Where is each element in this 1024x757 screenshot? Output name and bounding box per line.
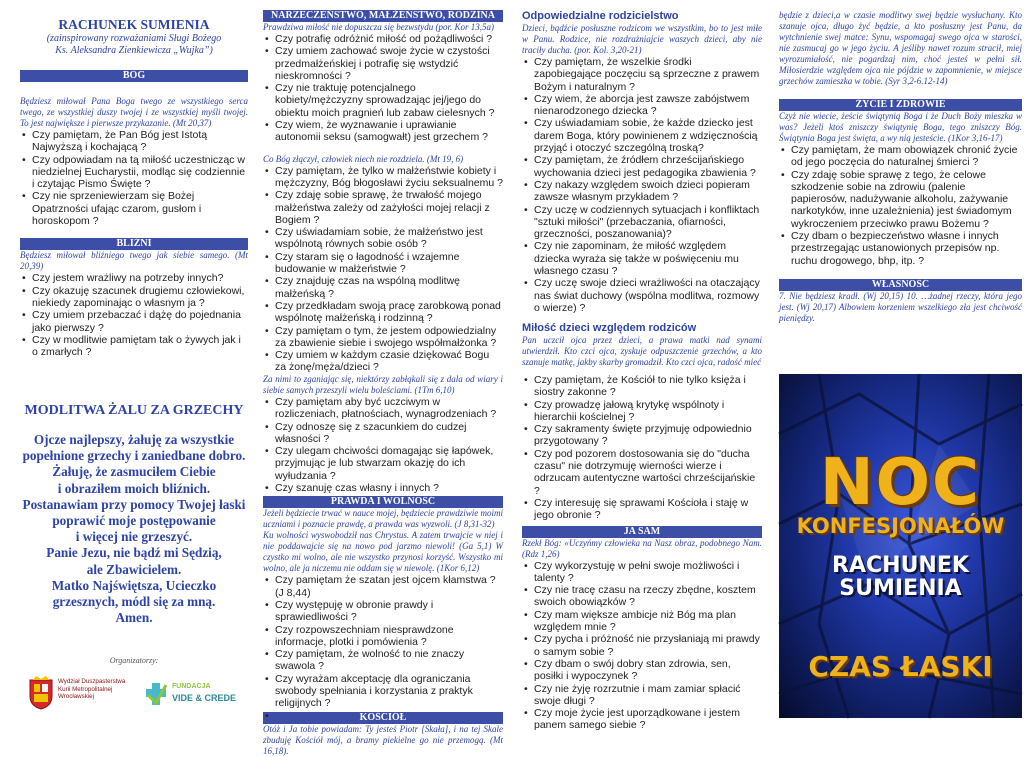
list-item: • Czy moje życie jest uporządkowane i jestem panem samego siebie ?	[522, 707, 762, 732]
panel-2	[263, 10, 503, 756]
list-item: • Czy pod pozorem dostosowania się do "ducha czasu" nie dotrzymuję wierności wierze i odrzucam autentyczne wartości chrześcijańskie ?	[522, 448, 762, 497]
list-item: • Czy pamiętam, że Pan Bóg jest Istotą Najwyższą i kochającą ?	[20, 129, 248, 154]
prayer-line: grzesznych, módl się za mną.	[52, 594, 216, 610]
section-heading-prawda: PRAWDA I WOLNOŚĆ	[263, 496, 503, 508]
cover-image	[779, 374, 1022, 718]
section-heading-zycie: ŻYCIE I ZDROWIE	[779, 99, 1022, 111]
list-item: • Czy wiem, że wyznawanie i uprawianie autonomii seksu (samogwałt) jest grzechem ?	[263, 119, 503, 144]
malzenstwo-list	[263, 165, 503, 374]
prayer-line: i więcej nie grzeszyć.	[75, 529, 193, 545]
bog-list	[20, 129, 248, 227]
logo-kuria	[28, 672, 138, 716]
milosc-dzieci-intro: Pan uczcił ojca przez dzieci, a prawa matki nad synami utwierdził. Kto czci ojca, zyskuje odpuszczenie grzechów, a kto szanuje matkę, jakby skarby gromadził. Kto czci ojca, radość mieć	[522, 335, 762, 368]
rodzicielstwo-list	[522, 56, 762, 314]
cover-title-rachunek: RACHUNEK	[832, 553, 969, 578]
list-item: • Czy interesuję się sprawami Kościoła i staję w jego obronie ?	[522, 497, 762, 522]
prayer-line: popełnione grzechy i zaniedbane dobro.	[22, 448, 246, 464]
ja-sam-list	[522, 560, 762, 732]
list-item: • Czy pamiętam o tym, że jestem odpowiedzialny za zbawienie siebie i swojego współmałżonka ?	[263, 325, 503, 350]
list-item: • Czy pamiętam że szatan jest ojcem kłamstwa ? (J 8,44)	[263, 574, 503, 599]
list-item: • Czy nie zapominam, że miłość względem dziecka wyraża się także w poświęceniu mu własnego czasu ?	[522, 240, 762, 277]
zycie-list	[779, 144, 1022, 267]
list-item: • Czy wyrażam akceptację dla ograniczania swobody spełniania i korzystania z praktyk religijnych ?	[263, 673, 503, 710]
cross-logo-icon	[144, 681, 168, 707]
section-heading-wlasnosc: WŁASNOŚĆ	[779, 279, 1022, 291]
cover-title-noc: NOC	[820, 446, 981, 520]
kosciol-list	[522, 374, 762, 522]
prayer-line: Amen.	[115, 610, 153, 626]
logo-vide-crede-label: FUNDACJA	[172, 683, 211, 690]
rodzicielstwo-heading: Odpowiedzialne rodzicielstwo	[522, 10, 679, 22]
list-item: • Czy pamiętam, że wolność to nie znaczy swawola ?	[263, 648, 503, 673]
wlasnosc-intro: Za nimi to zganiając się, niektórzy zabłąkali się z dala od wiary i siebie samych przeszyli wielu boleściami. (1Tm 6,10)	[263, 374, 503, 395]
prawda-intro-2: Ku wolności wyswobodził nas Chrystus. A zatem trwajcie w niej i nie poddawajcie się na nowo pod jarzmo niewoli! (Ga 5,1) W czystko mi wolno, ale nie wszystko przynosi korzyść. Wszystko mi wolno, ale ja niczemu nie oddam się w niewolę. (1Kor 6,12)	[263, 530, 503, 574]
prayer-text	[20, 432, 248, 626]
list-item: • Czy dbam o bezpieczeństwo własne i innych przestrzegając ustanowionych przepisów np. ruchu drogowego, bhp, itp. ?	[779, 230, 1022, 267]
list-item: • Czy prowadzę jałową krytykę wspólnoty i hierarchii kościelnej ?	[522, 399, 762, 424]
list-item: • Czy znajduję czas na wspólną modlitwę małżeńską ?	[263, 275, 503, 300]
list-item: • Czy umiem zachować swoje życie w czystości przedmałżeńskiej i potrafię się wstydzić nieskromności ?	[263, 45, 503, 82]
rodzina-list	[263, 33, 503, 144]
list-item: • Czy umiem w każdym czasie dziękować Bogu za żonę/męża/dzieci ?	[263, 349, 503, 374]
prayer-line: ale Zbawicielem.	[86, 561, 182, 577]
list-item: • Czy uczę swoje dzieci wrażliwości na otaczający nas świat duchowy (wspólna modlitwa, rozmowy o wierze) ?	[522, 277, 762, 314]
list-item: • Czy wykorzystuję w pełni swoje możliwości i talenty ?	[522, 560, 762, 585]
prayer-line: Panie Jezu, nie bądź mi Sędzią,	[46, 545, 222, 561]
prayer-line: Postanawiam przy pomocy Twojej łaski	[22, 496, 246, 512]
section-heading-ja-sam: JA SAM	[522, 526, 762, 538]
prayer-line: poprawić moje postępowanie	[52, 513, 216, 529]
wlasnosc-list	[263, 396, 503, 494]
list-item: • Czy umiem przebaczać i dążę do pojednania jako pierwszy ?	[20, 309, 248, 334]
zycie-intro: Czyż nie wiecie, żeście świątynią Boga i że Duch Boży mieszka w was? Jeżeli ktoś zniszczy świątynię Boga, tego zniszczy Bóg. Świątynia Boga jest święta, a wy nią jesteście. (1Kor 3,16-17)	[779, 111, 1022, 143]
list-item: • Czy w modlitwie pamiętam tak o żywych jak i o zmarłych ?	[20, 334, 248, 359]
prawda-intro-1: Jeżeli będziecie trwać w nauce mojej, będziecie prawdziwie moimi uczniami i poznacie prawdę, a prawda was wyzwoli. (J 8,31-32)	[263, 508, 503, 530]
list-item: • Czy uczę w codziennych sytuacjach i konfliktach "sztuki miłości" (przebaczania, ofiarności, grzeczności, poszanowania)?	[522, 204, 762, 241]
milosc-dzieci-heading: Miłość dzieci względem rodziców	[522, 322, 697, 335]
list-item: • Czy zdaję sobie sprawę z tego, że celowe szkodzenie sobie na zdrowiu (palenie papierosów, nadużywanie alkoholu, zażywanie narkotyków, inne uzależnienia) jest świadomym wykroczeniem przeciwko prawu Bożemu ?	[779, 169, 1022, 230]
bog-intro: Będziesz miłował Pana Boga twego ze wszystkiego serca twego, ze wszystkiej duszy twojej i ze wszystkiej myśli twojej. To jest największe i pierwsze przykazanie. (Mt 20,37)	[20, 96, 248, 128]
cover-title-czas-laski: CZAS ŁASKI	[808, 650, 993, 683]
list-item: • Czy uświadamiam sobie, że każde dziecko jest darem Boga, który powinienem z wdzięcznością przyjąć i otoczyć szczególną troską?	[522, 117, 762, 154]
list-item: • Czy pamiętam aby być uczciwym w rozliczeniach, płatnościach, wynagrodzeniach ?	[263, 396, 503, 421]
wlasnosc-intro-2: 7. Nie będziesz kradł. (Wj 20,15) 10. …żadnej rzeczy, która jego jest. (Wj 20,17) Albowiem korzeniem wszelkiego zła jest chciwość pieniędzy.	[779, 290, 1022, 323]
prayer-line: Ojcze najlepszy, żałuję za wszystkie	[33, 432, 235, 447]
prayer-title: MODLITWA ŻALU ZA GRZECHY	[24, 403, 244, 418]
prayer-line: Matko Najświętsza, Ucieczko	[51, 577, 217, 593]
list-item: • Czy odnoszę się z szacunkiem do cudzej własności ?	[263, 421, 503, 446]
panel-3	[522, 10, 762, 732]
rodzicielstwo-intro: Dzieci, bądźcie posłuszne rodzicom we wszystkim, bo to jest miłe w Panu. Rodzice, nie rozdrażniajcie waszych dzieci, aby nie traciły ducha. (por. Kol. 3,20-21)	[522, 23, 762, 55]
organizers-label: Organizatorzy:	[109, 656, 159, 665]
list-item: • Czy nakazy względem swoich dzieci popieram zawsze własnym przykładem ?	[522, 179, 762, 204]
list-item: • Czy pamiętam, że mam obowiązek chronić życie od jego poczęcia do naturalnej śmierci ?	[779, 144, 1022, 169]
rodzina-intro: Prawdziwa miłość nie dopuszcza się bezwstydu (por. Kor 13,5a)	[263, 22, 495, 32]
list-item: • Czy uświadamiam sobie, że małżeństwo jest wspólnotą równych sobie osób ?	[263, 226, 503, 251]
list-item: • Czy pamiętam, że tylko w małżeństwie kobiety i mężczyzny, Bóg błogosławi życiu seksualnemu ?	[263, 165, 503, 190]
prayer-line: i obraziłem moich bliźnich.	[57, 480, 211, 496]
milosc-dzieci-intro-cont: będzie z dzieci,a w czasie modlitwy swej będzie wysłuchany. Kto szanuje ojca, długo żyć będzie, a kto posłuszny jest Panu, da wytchnienie swej matce: Synu, wspomagaj swego ojca w starości, nie zasmucaj go w jego życiu. A jeśliby nawet rozum stracił, miej wyrozumiałość, nie pogardzaj nim, choć jesteś w pełni sił. Miłosierdzie względem ojca nie pójdzie w zapomnienie, w miejsce grzechów zamieszka w tobie. (Syr 3,2-6.12-14)	[779, 10, 1022, 86]
coat-of-arms-icon	[28, 676, 54, 710]
list-item: • Czy nie żyję rozrzutnie i mam zamiar spłacić swoje długi ?	[522, 683, 762, 708]
list-item: • Czy okazuję szacunek drugiemu człowiekowi, niekiedy zapominając o własnym ja ?	[20, 285, 248, 310]
list-item: • Czy zdaję sobie sprawę, że trwałość mojego małżeństwa zależy od zażyłości mojej relacji z Bogiem ?	[263, 189, 503, 226]
panel-2-bottom	[263, 374, 503, 757]
panel-4	[779, 10, 1022, 370]
section-heading-bog: BÓG	[20, 70, 248, 82]
list-item: • Czy ulegam chciwości domagając się łapówek, przyjmując je lub stwarzam okazję do ich wyłudzania ?	[263, 445, 503, 482]
list-item: • Czy dbam o swój dobry stan zdrowia, sen, posiłki i wypoczynek ?	[522, 658, 762, 683]
list-item: • Czy odpowiadam na tą miłość uczestnicząc w niedzielnej Eucharystii, modląc się codziennie i czytając Pismo Święte ?	[20, 154, 248, 191]
kosciol-intro: Otóż i Ja tobie powiadam: Ty jesteś Piotr [Skała], i na tej Skale zbuduję Kościół mój, a bramy piekielne go nie przemogą. (Mt 16,18).	[263, 723, 503, 756]
doc-subtitle-1: (zainspirowany rozważaniami Sługi Bożego	[46, 33, 222, 44]
list-item: • Czy pamiętam, że Kościół to nie tylko księża i siostry zakonne ?	[522, 374, 762, 399]
panel-3-bottom	[522, 374, 762, 732]
list-item: • Czy pycha i próżność nie przysłaniają mi prawdy o samym sobie ?	[522, 633, 762, 658]
doc-subtitle-2: Ks. Aleksandra Zienkiewicza „Wujka”)	[55, 45, 213, 56]
panel-1	[20, 12, 248, 722]
prawda-list	[263, 574, 503, 709]
cover-title-konfesjonalow: KONFESJONAŁÓW	[796, 514, 1005, 538]
section-heading-rodzina: NARZECZEŃSTWO, MAŁŻEŃSTWO, RODZINA	[263, 10, 503, 22]
list-item: • Czy występuję w obronie prawdy i sprawiedliwości ?	[263, 599, 503, 624]
doc-title: RACHUNEK SUMIENIA	[58, 17, 210, 32]
list-item: • Czy przedkładam swoją pracę zarobkową ponad wspólnotę małżeńską i rodzinną ?	[263, 300, 503, 325]
list-item: • Czy nie tracę czasu na rzeczy zbędne, kosztem swoich obowiązków ?	[522, 584, 762, 609]
list-item: • Czy wiem, że aborcja jest zawsze zabójstwem nienarodzonego dziecka ?	[522, 93, 762, 118]
logo-vide-crede-name: VIDE & CREDE	[172, 693, 237, 703]
list-item: • Czy nie traktuję potencjalnego kobiety/mężczyzny sprowadzając jej/jego do obiektu moich pragnień lub zabaw cielesnych ?	[263, 82, 503, 119]
list-item: • Czy szanuję czas własny i innych ?	[263, 482, 503, 494]
list-item: • Czy pamiętam, że źródłem chrześcijańskiego wychowania dzieci jest pedagogika zbawienia ?	[522, 154, 762, 179]
prayer-line: Żałuję, że zasmuciłem Ciebie	[52, 464, 216, 480]
list-item: • Czy mam większe ambicje niż Bóg ma plan względem mnie ?	[522, 609, 762, 634]
blizni-intro: Będziesz miłował bliźniego twego jak siebie samego. (Mt 20,39)	[20, 250, 248, 272]
list-item: • Czy potrafię odróżnić miłość od pożądliwości ?	[263, 33, 503, 45]
list-item: • Czy nie sprzeniewierzam się Bożej Opatrzności ufając czarom, gusłom i horoskopom ?	[20, 190, 248, 227]
list-item: • Czy pamiętam, że wszelkie środki zapobiegające poczęciu są sprzeczne z prawem Bożym i naturalnym ?	[522, 56, 762, 93]
section-heading-blizni: BLIŹNI	[20, 238, 248, 250]
logo-kuria-text: Wydział Duszpasterstwa Kurii Metropolitalnej Wrocławskiej	[58, 678, 126, 700]
section-heading-kosciol: KOŚCIÓŁ	[263, 712, 503, 724]
list-item: • Czy rozpowszechniam niesprawdzone informacje, plotki i pomówienia ?	[263, 624, 503, 649]
ja-sam-intro: Rzekł Bóg: «Uczyńmy człowieka na Nasz obraz, podobnego Nam. (Rdz 1,26)	[522, 537, 762, 559]
malzenstwo-intro: Co Bóg złączył, człowiek niech nie rozdziela. (Mt 19, 6)	[263, 153, 464, 164]
blizni-list	[20, 272, 248, 358]
list-item: • Czy staram się o łagodność i wzajemne budowanie w małżeństwie ?	[263, 251, 503, 276]
logo-vide-crede	[144, 677, 244, 713]
list-item: • Czy jestem wrażliwy na potrzeby innych?	[20, 272, 248, 284]
list-item: • Czy sakramenty święte przyjmuję odpowiednio przygotowany ?	[522, 423, 762, 448]
cover-title-sumienia: SUMIENIA	[839, 576, 962, 601]
